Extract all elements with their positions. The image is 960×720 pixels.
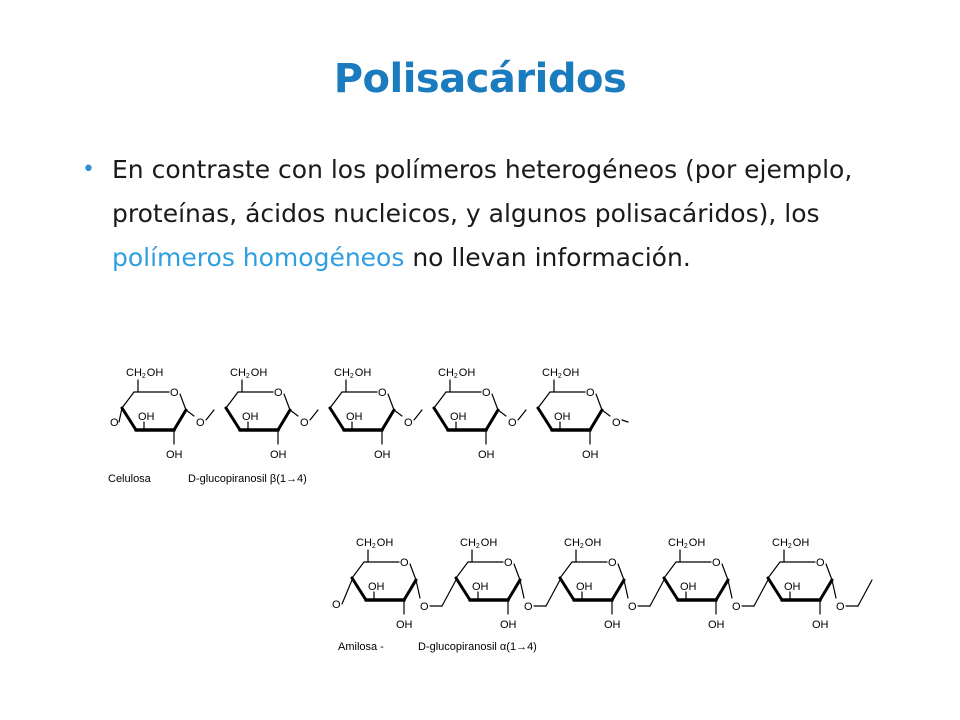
glycosidic-bond xyxy=(602,410,610,416)
ring-oxygen-label: O xyxy=(816,557,825,569)
structure-caption-linkage: D-glucopiranosil α(1→4) xyxy=(418,641,537,653)
ring-bond xyxy=(284,394,290,410)
hydroxyl-label: OH xyxy=(396,619,413,631)
glycosidic-bond xyxy=(650,580,664,606)
link-oxygen-label: O xyxy=(110,417,119,429)
glycosidic-bond xyxy=(622,420,628,422)
hydroxyl-label: OH xyxy=(680,581,697,593)
glycosidic-bond xyxy=(832,580,836,598)
ring-bond xyxy=(618,564,624,580)
ring-bond-bold xyxy=(538,408,552,430)
glycosidic-bond xyxy=(520,580,524,598)
ring-bond xyxy=(330,392,342,408)
ring-bond-bold xyxy=(226,408,240,430)
ring-bond xyxy=(826,564,832,580)
link-oxygen-label: O xyxy=(196,417,205,429)
link-oxygen-label: O xyxy=(420,601,429,613)
ring-bond xyxy=(492,394,498,410)
ring-bond-bold xyxy=(820,580,832,600)
ring-bond xyxy=(538,392,550,408)
ring-bond-bold xyxy=(434,408,448,430)
link-oxygen-label: O xyxy=(508,417,517,429)
glycosidic-bond xyxy=(310,410,318,420)
ring-oxygen-label: O xyxy=(482,387,491,399)
hydroxyl-label: OH xyxy=(138,411,155,423)
ring-bond-bold xyxy=(508,580,520,600)
hydroxymethyl-label: CH2OH xyxy=(230,367,268,380)
bullet-paragraph xyxy=(82,148,912,280)
ring-bond-bold xyxy=(278,410,290,430)
ring-oxygen-label: O xyxy=(712,557,721,569)
hydroxymethyl-label: CH2OH xyxy=(334,367,372,380)
glycosidic-bond xyxy=(858,580,872,606)
hydroxyl-label: OH xyxy=(346,411,363,423)
ring-bond xyxy=(514,564,520,580)
ring-bond xyxy=(180,394,186,410)
slide-title: Polisacáridos xyxy=(333,56,627,102)
glycosidic-bond xyxy=(442,580,456,606)
hydroxyl-label: OH xyxy=(576,581,593,593)
ring-bond xyxy=(560,562,572,578)
link-oxygen-label: O xyxy=(300,417,309,429)
ring-bond xyxy=(722,564,728,580)
ring-bond-bold xyxy=(486,410,498,430)
glycosidic-bond xyxy=(342,580,352,604)
bullet-text-start: En contraste con los polímeros heterogéneos (por ejemplo, proteínas, ácidos nucleicos, y algunos polisacáridos), los xyxy=(112,155,853,228)
ring-bond-bold xyxy=(382,410,394,430)
hydroxyl-label: OH xyxy=(478,449,495,461)
ring-bond-bold xyxy=(122,408,136,430)
glycosidic-bond xyxy=(546,580,560,606)
link-oxygen-label: O xyxy=(628,601,637,613)
glycosidic-bond xyxy=(414,410,422,420)
hydroxyl-label: OH xyxy=(270,449,287,461)
link-oxygen-label: O xyxy=(404,417,413,429)
hydroxymethyl-label: CH2OH xyxy=(668,537,706,550)
glycosidic-bond xyxy=(624,580,628,598)
glycosidic-bond xyxy=(518,410,526,420)
structure-caption-linkage: D-glucopiranosil β(1→4) xyxy=(188,473,307,485)
link-oxygen-label: O xyxy=(524,601,533,613)
hydroxyl-label: OH xyxy=(812,619,829,631)
ring-bond-bold xyxy=(456,578,470,600)
structure-caption-name: Amilosa - xyxy=(338,641,384,653)
ring-bond-bold xyxy=(612,580,624,600)
glycosidic-bond xyxy=(186,410,194,416)
ring-bond xyxy=(388,394,394,410)
ring-oxygen-label: O xyxy=(586,387,595,399)
ring-oxygen-label: O xyxy=(170,387,179,399)
ring-oxygen-label: O xyxy=(400,557,409,569)
glycosidic-bond xyxy=(394,410,402,416)
hydroxyl-label: OH xyxy=(500,619,517,631)
ring-bond-bold xyxy=(174,410,186,430)
ring-bond xyxy=(122,392,134,408)
hydroxymethyl-label: CH2OH xyxy=(460,537,498,550)
hydroxymethyl-label: CH2OH xyxy=(126,367,164,380)
link-oxygen-label: O xyxy=(332,599,341,611)
link-oxygen-label: O xyxy=(836,601,845,613)
celulosa-chain xyxy=(108,367,628,485)
ring-bond-bold xyxy=(768,578,782,600)
ring-oxygen-label: O xyxy=(274,387,283,399)
link-oxygen-label: O xyxy=(732,601,741,613)
ring-oxygen-label: O xyxy=(504,557,513,569)
hydroxyl-label: OH xyxy=(368,581,385,593)
hydroxymethyl-label: CH2OH xyxy=(542,367,580,380)
ring-bond xyxy=(664,562,676,578)
ring-bond xyxy=(768,562,780,578)
hydroxymethyl-label: CH2OH xyxy=(772,537,810,550)
ring-oxygen-label: O xyxy=(378,387,387,399)
glycosidic-bond xyxy=(119,408,122,422)
ring-bond-bold xyxy=(352,578,366,600)
hydroxymethyl-label: CH2OH xyxy=(356,537,394,550)
hydroxyl-label: OH xyxy=(708,619,725,631)
bullet-highlight: polímeros homogéneos xyxy=(112,243,405,272)
glycosidic-bond xyxy=(498,410,506,416)
ring-bond xyxy=(410,564,416,580)
link-oxygen-label: O xyxy=(612,417,621,429)
hydroxyl-label: OH xyxy=(604,619,621,631)
glycosidic-bond xyxy=(728,580,732,598)
ring-bond-bold xyxy=(664,578,678,600)
hydroxyl-label: OH xyxy=(450,411,467,423)
ring-bond-bold xyxy=(716,580,728,600)
hydroxyl-label: OH xyxy=(784,581,801,593)
hydroxyl-label: OH xyxy=(166,449,183,461)
hydroxymethyl-label: CH2OH xyxy=(564,537,602,550)
glycosidic-bond xyxy=(206,410,214,420)
bullet-text xyxy=(112,148,912,280)
structure-caption-name: Celulosa xyxy=(108,473,151,485)
ring-bond-bold xyxy=(404,580,416,600)
ring-bond xyxy=(226,392,238,408)
hydroxyl-label: OH xyxy=(582,449,599,461)
ring-bond xyxy=(434,392,446,408)
ring-bond xyxy=(352,562,364,578)
bullet-dot-icon: • xyxy=(82,157,95,182)
ring-bond xyxy=(456,562,468,578)
glycosidic-bond xyxy=(754,580,768,606)
hydroxyl-label: OH xyxy=(554,411,571,423)
hydroxyl-label: OH xyxy=(374,449,391,461)
ring-bond xyxy=(596,394,602,410)
ring-bond-bold xyxy=(330,408,344,430)
ring-bond-bold xyxy=(590,410,602,430)
hydroxyl-label: OH xyxy=(242,411,259,423)
hydroxyl-label: OH xyxy=(472,581,489,593)
glycosidic-bond xyxy=(416,580,420,598)
bullet-text-end: no llevan información. xyxy=(404,243,691,272)
glycosidic-bond xyxy=(290,410,298,416)
amilosa-chain xyxy=(332,537,872,653)
hydroxymethyl-label: CH2OH xyxy=(438,367,476,380)
ring-oxygen-label: O xyxy=(608,557,617,569)
ring-bond-bold xyxy=(560,578,574,600)
